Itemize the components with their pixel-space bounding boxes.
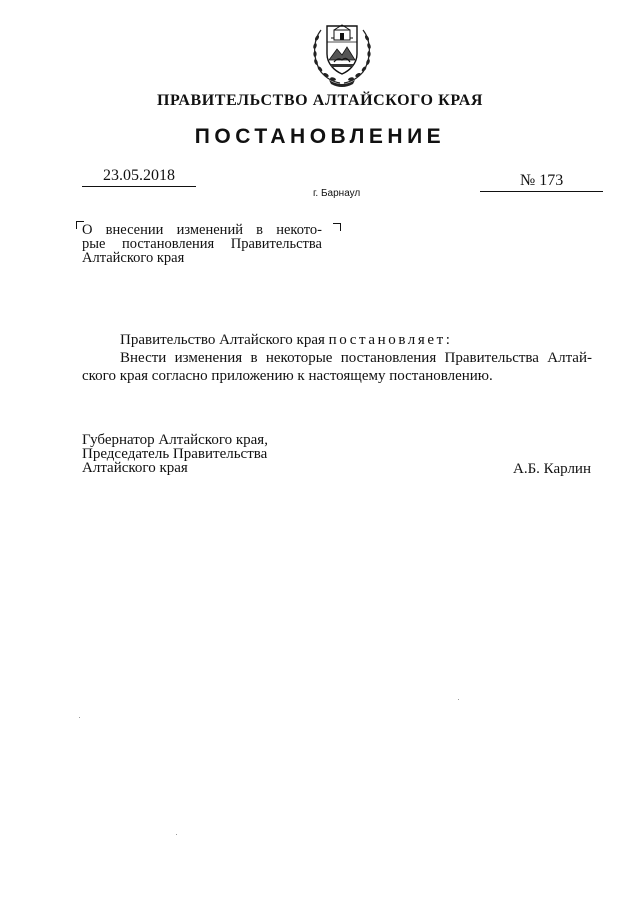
signatory-title-line: Председатель Правительства	[82, 446, 268, 462]
document-number: № 173	[520, 172, 564, 189]
decree-intro: Правительство Алтайского края	[120, 332, 325, 348]
decree-verb: постановляет:	[328, 332, 453, 348]
government-name: ПРАВИТЕЛЬСТВО АЛТАЙСКОГО КРАЯ	[156, 92, 484, 109]
subject-line: Алтайского края	[82, 250, 185, 266]
scan-speck	[79, 717, 80, 718]
document-body	[82, 331, 592, 385]
scan-speck	[176, 834, 177, 835]
scan-speck	[458, 699, 459, 700]
document-date: 23.05.2018	[82, 167, 196, 187]
document-number-field	[480, 172, 603, 192]
document-subject	[82, 223, 322, 265]
subject-line: рые постановления Правительства	[82, 236, 322, 252]
signatory-name: А.Б. Карлин	[512, 461, 591, 477]
altai-krai-coat-of-arms-icon	[307, 16, 377, 88]
signatory-title-line: Алтайского края	[82, 460, 188, 476]
signatory-title-line: Губернатор Алтайского края,	[82, 432, 268, 448]
decree-intro-line	[82, 331, 592, 349]
subject-line: О внесении изменений в некото-	[82, 222, 322, 238]
document-type-heading: ПОСТАНОВЛЕНИЕ	[194, 125, 446, 148]
paragraph-line: ского края согласно приложению к настоящему постановлению.	[82, 368, 493, 384]
signatory-title	[82, 433, 342, 475]
document-city: г. Барнаул	[313, 188, 361, 199]
subject-bracket-right	[333, 223, 341, 231]
paragraph-line: Внести изменения в некоторые постановления Правительства Алтай-	[120, 350, 592, 366]
